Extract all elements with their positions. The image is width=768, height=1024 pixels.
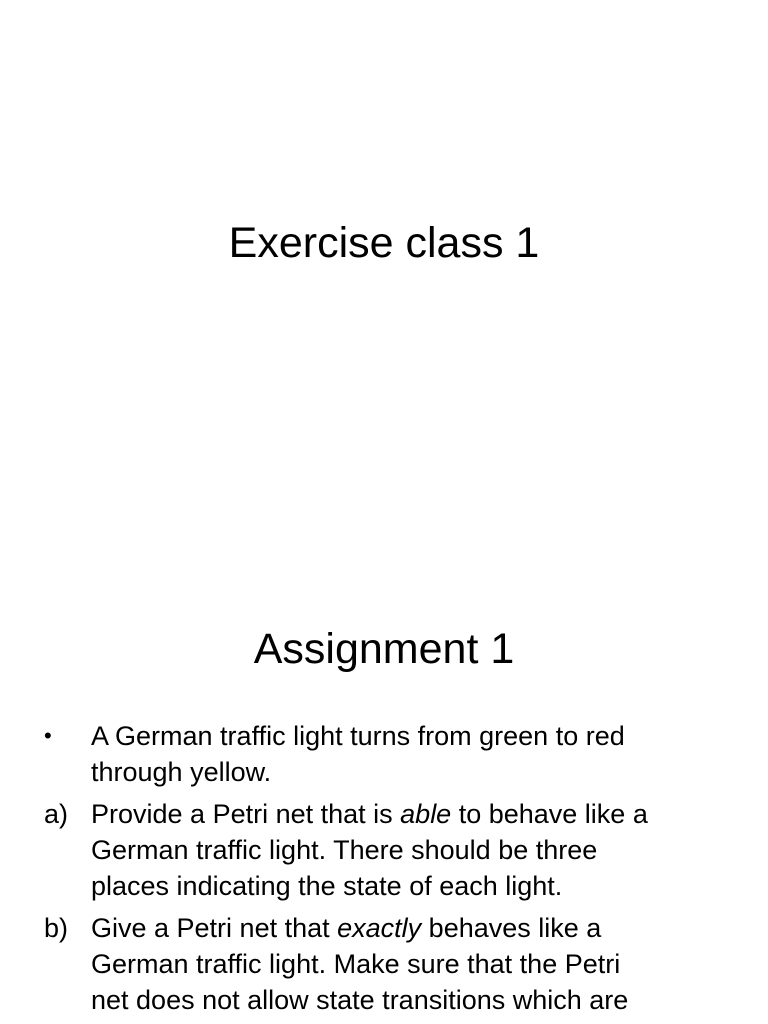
list-item-marker: b)	[44, 913, 69, 943]
list-item-marker: a)	[44, 799, 69, 829]
text-run: places indicating the state of each light.	[91, 871, 563, 901]
list-item-line	[91, 910, 728, 946]
list-item-line	[91, 718, 728, 754]
assignment-item-list	[0, 718, 768, 1024]
emphasis-text: exactly	[337, 913, 422, 943]
list-item-line	[91, 832, 728, 868]
text-run: behaves like a	[421, 913, 602, 943]
text-run: Provide a Petri net that is	[91, 799, 401, 829]
list-item-marker: •	[44, 723, 52, 748]
text-run: German traffic light. There should be three	[91, 835, 598, 865]
text-run: German traffic light. Make sure that the Petri	[91, 949, 621, 979]
slide-assignment	[0, 512, 768, 1024]
list-item-line	[91, 868, 728, 904]
list-item-line	[91, 946, 728, 982]
text-run: net does not allow state transitions which are	[91, 985, 629, 1015]
emphasis-text: able	[400, 799, 452, 829]
text-run: A German traffic light turns from green to red	[91, 721, 625, 751]
list-item	[0, 718, 768, 790]
list-item-line	[91, 982, 728, 1018]
text-run: through yellow.	[91, 757, 272, 787]
list-item-line	[91, 796, 728, 832]
slide-title: Exercise class 1	[228, 219, 540, 267]
text-run: to behave like a	[451, 799, 648, 829]
list-item-line	[91, 754, 728, 790]
text-run: Give a Petri net that	[91, 913, 338, 943]
slide-title: Assignment 1	[253, 625, 515, 673]
list-item	[0, 796, 768, 904]
list-item	[0, 910, 768, 1018]
